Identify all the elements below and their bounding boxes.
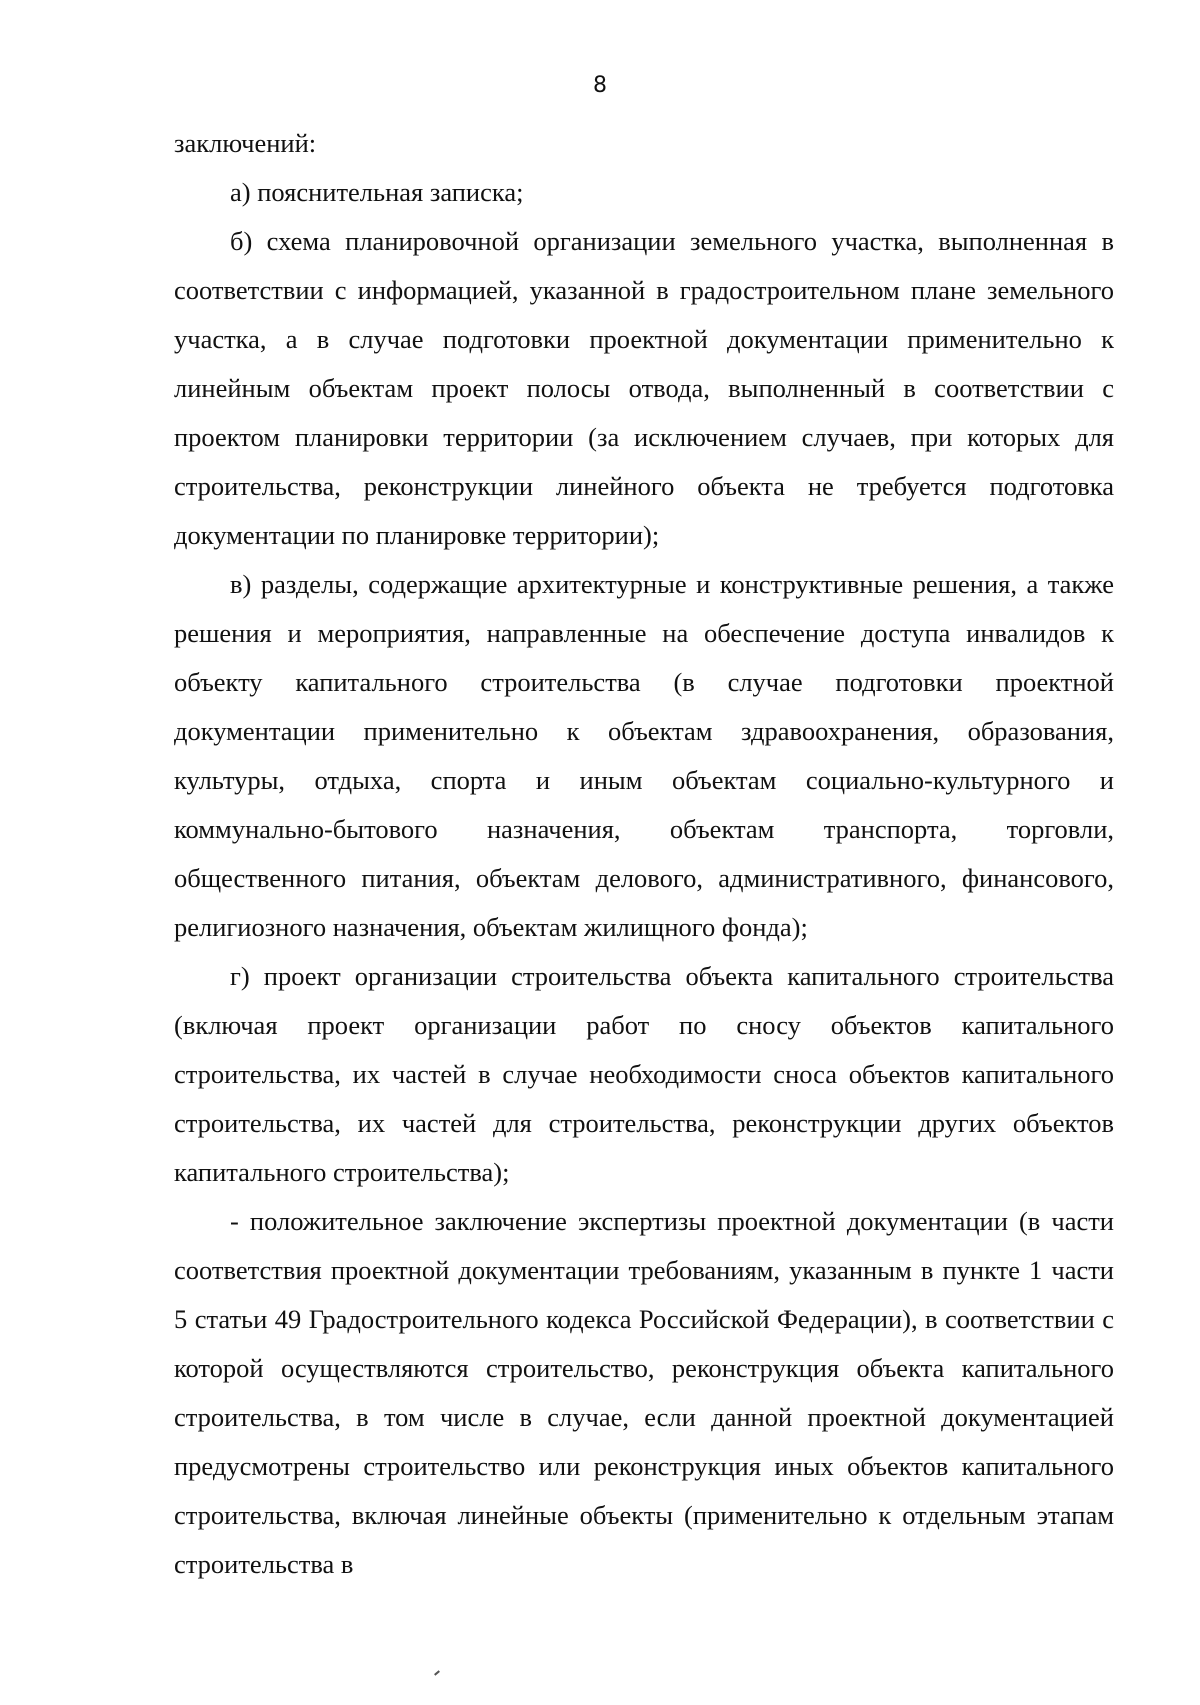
paragraph-continuation: заключений: xyxy=(174,128,317,158)
paragraph-item-v: в) разделы, содержащие архитектурные и конструктивные решения, а также решения и мероприятия, направленные на обеспечение доступа инвалидов к объекту капитального строительства (в случае подготовки проектной документации применительно к объектам здравоохранения, образования, культуры, отдыха, спорта и иным объектам социально-культурного и коммунально-бытового назначения, объектам транспорта, торговли, общественного питания, объектам делового, административного, финансового, религиозного назначения, объектам жилищного фонда); xyxy=(174,569,1114,942)
paragraph-expertise-conclusion: - положительное заключение экспертизы проектной документации (в части соответствия проектной документации требованиям, указанным в пункте 1 части 5 статьи 49 Градостроительного кодекса Российской Федерации), в соответствии с которой осуществляются строительство, реконструкция объекта капитального строительства, в том числе в случае, если данной проектной документацией предусмотрены строительство или реконструкция иных объектов капитального строительства, включая линейные объекты (применительно к отдельным этапам строительства в xyxy=(174,1206,1114,1579)
paragraph-item-g: г) проект организации строительства объекта капитального строительства (включая проект организации работ по сносу объектов капитального строительства, их частей в случае необходимости сноса объектов капитального строительства, их частей для строительства, реконструкции других объектов капитального строительства); xyxy=(174,961,1114,1187)
document-body xyxy=(174,119,1114,1589)
paragraph-item-b: б) схема планировочной организации земельного участка, выполненная в соответствии с информацией, указанной в градостроительном плане земельного участка, а в случае подготовки проектной документации применительно к линейным объектам проект полосы отвода, выполненный в соответствии с проектом планировки территории (за исключением случаев, при которых для строительства, реконструкции линейного объекта не требуется подготовка документации по планировке территории); xyxy=(174,226,1114,550)
scan-mark xyxy=(434,1670,440,1675)
paragraph-item-a: а) пояснительная записка; xyxy=(230,177,524,207)
page-number: 8 xyxy=(593,73,607,98)
